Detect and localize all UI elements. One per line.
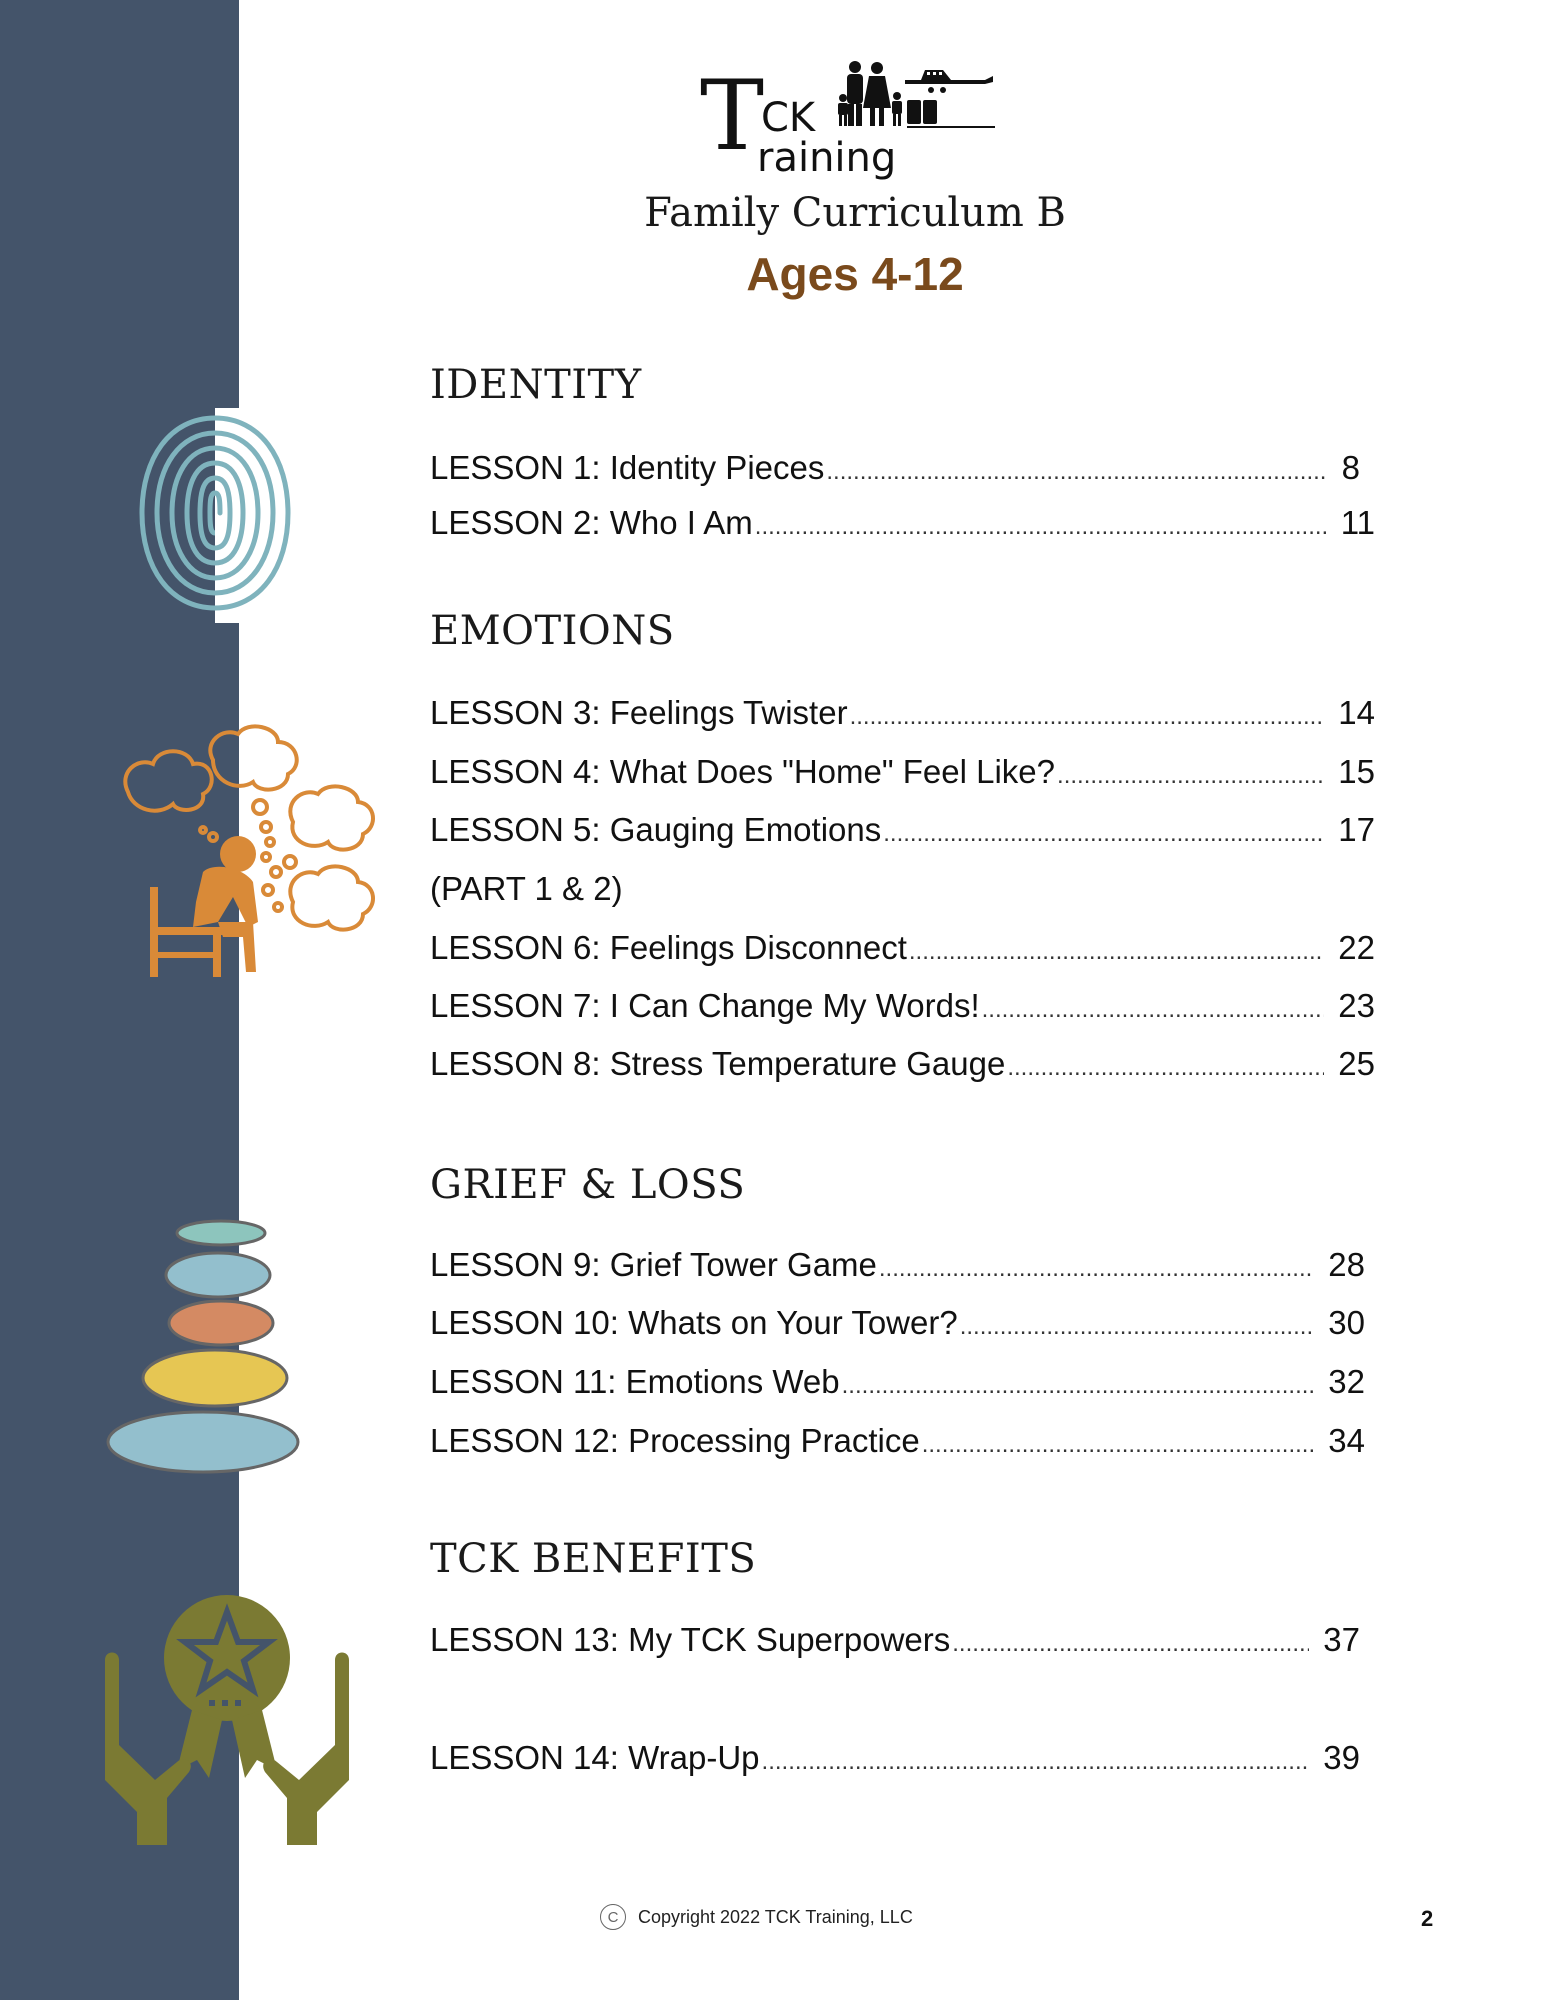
toc-entry-title: LESSON 9: Grief Tower Game [430,1246,877,1283]
dot-leader [1057,753,1324,791]
toc-entry[interactable] [430,929,1375,973]
toc-entry-page: 17 [1338,811,1375,848]
fingerprint-icon [130,398,300,628]
toc-entry-continuation [430,870,1375,914]
dot-leader [883,811,1324,849]
copyright-text: Copyright 2022 TCK Training, LLC [638,1906,913,1927]
toc-entry[interactable] [430,1621,1360,1665]
toc-entry[interactable] [430,1246,1365,1290]
toc-entry-title: LESSON 12: Processing Practice [430,1422,920,1459]
dot-leader [922,1422,1315,1460]
section-title-identity: IDENTITY [430,362,642,408]
toc-entry-title: LESSON 6: Feelings Disconnect [430,929,907,966]
dot-leader [1007,1045,1324,1083]
toc-entry-page: 14 [1338,694,1375,731]
toc-entry-page: 30 [1328,1304,1365,1341]
dot-leader [909,929,1324,967]
toc-entry-title: LESSON 10: Whats on Your Tower? [430,1304,958,1341]
toc-entry-title: (PART 1 & 2) [430,870,623,907]
toc-entry-title: LESSON 1: Identity Pieces [430,449,825,486]
family-travel-icon [835,60,995,140]
dot-leader [762,1739,1310,1777]
age-range: Ages 4-12 [746,248,964,300]
toc-entry[interactable] [430,1304,1365,1348]
dot-leader [960,1304,1315,1342]
toc-entry-title: LESSON 11: Emotions Web [430,1363,840,1400]
dot-leader [826,449,1327,487]
dot-leader [850,694,1325,732]
award-hands-icon [97,1590,357,1850]
stacked-stones-icon [103,1215,303,1475]
toc-entry[interactable] [430,987,1375,1031]
dot-leader [952,1621,1309,1659]
toc-entry-title: LESSON 8: Stress Temperature Gauge [430,1045,1006,1082]
dot-leader [755,504,1327,542]
toc-entry-title: LESSON 2: Who I Am [430,504,753,541]
footer [600,1904,913,1930]
toc-entry[interactable] [430,811,1375,855]
toc-entry-page: 32 [1328,1363,1365,1400]
page-number: 2 [1421,1906,1434,1931]
toc-entry[interactable] [430,1422,1365,1466]
section-title-grief-loss: GRIEF & LOSS [430,1162,746,1208]
toc-entry-page: 25 [1338,1045,1375,1082]
dot-leader [842,1363,1315,1401]
toc-entry-page: 39 [1323,1739,1360,1776]
dot-leader [982,987,1325,1025]
toc-entry[interactable] [430,504,1375,548]
toc-entry[interactable] [430,1363,1365,1407]
curriculum-subtitle: Family Curriculum B [644,190,1066,236]
toc-entry-page: 22 [1338,929,1375,966]
toc-entry-page: 37 [1323,1621,1360,1658]
toc-entry-page: 8 [1341,449,1360,486]
toc-entry-page: 34 [1328,1422,1365,1459]
toc-entry-title: LESSON 14: Wrap-Up [430,1739,760,1776]
toc-entry[interactable] [430,1045,1375,1089]
toc-entry-page: 11 [1340,504,1375,541]
copyright-icon: C [600,1904,626,1930]
toc-entry[interactable] [430,449,1360,493]
logo-t: T [700,60,765,172]
toc-entry[interactable] [430,694,1375,738]
logo-ck: CK [761,95,816,141]
toc-entry-title: LESSON 7: I Can Change My Words! [430,987,980,1024]
dot-leader [879,1246,1314,1284]
section-title-tck-benefits: TCK BENEFITS [430,1536,757,1582]
toc-entry-page: 28 [1328,1246,1365,1283]
toc-entry-title: LESSON 3: Feelings Twister [430,694,848,731]
toc-entry-page: 23 [1338,987,1375,1024]
toc-entry-page: 15 [1338,753,1375,790]
logo-raining: raining [757,135,897,181]
thinking-person-icon [118,722,378,984]
toc-entry[interactable] [430,1739,1360,1783]
toc-entry-title: LESSON 13: My TCK Superpowers [430,1621,951,1658]
toc-entry-title: LESSON 5: Gauging Emotions [430,811,882,848]
toc-entry[interactable] [430,753,1375,797]
section-title-emotions: EMOTIONS [430,608,675,654]
toc-entry-title: LESSON 4: What Does "Home" Feel Like? [430,753,1056,790]
